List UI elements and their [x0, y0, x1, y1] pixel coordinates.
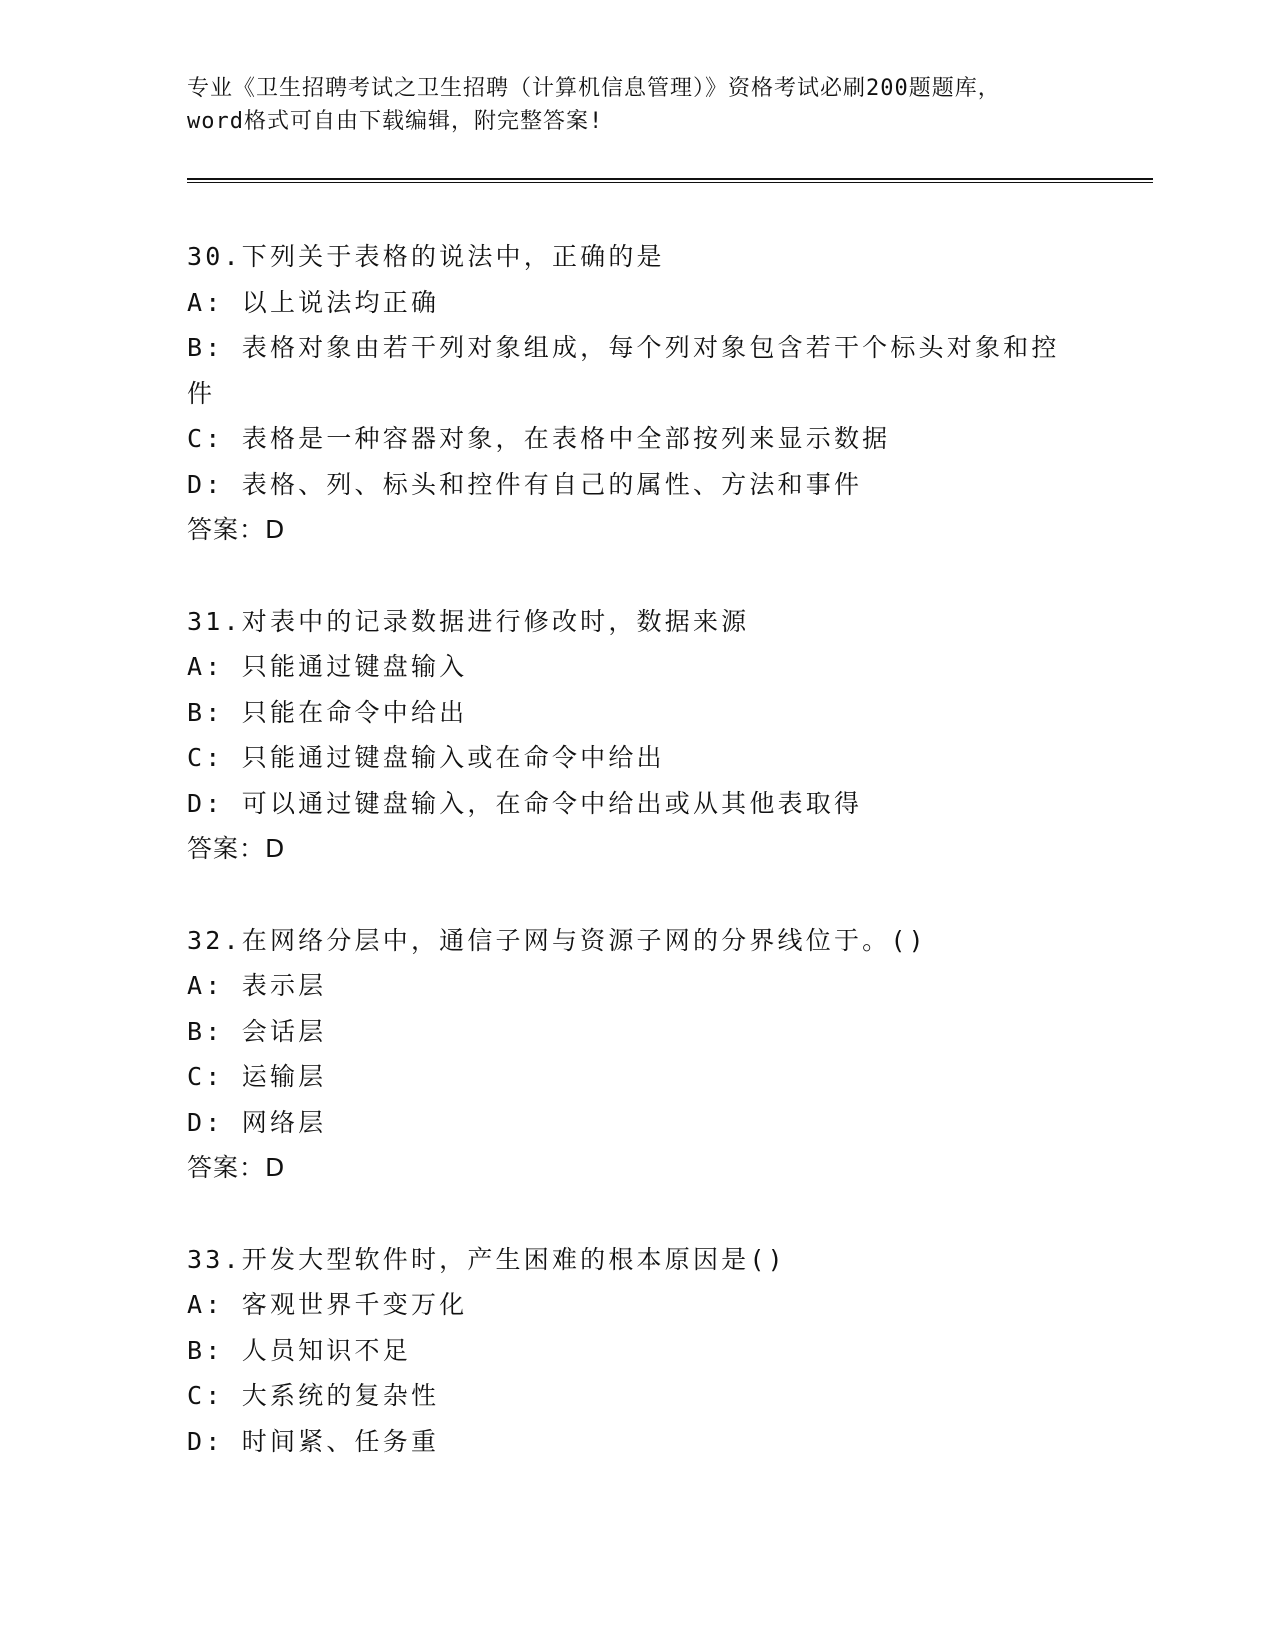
question-stem: 30.下列关于表格的说法中，正确的是	[187, 242, 665, 271]
header-divider	[187, 178, 1153, 183]
option-c: C: 大系统的复杂性	[187, 1381, 440, 1410]
question-31	[187, 599, 1087, 872]
option-b: B: 只能在命令中给出	[187, 697, 468, 727]
document-header	[187, 72, 1087, 138]
option-d: D: 时间紧、任务重	[187, 1426, 440, 1456]
answer-line: 答案：D	[187, 515, 286, 544]
question-30	[187, 234, 1087, 553]
question-list	[187, 234, 1087, 1464]
option-a: A: 客观世界千变万化	[187, 1290, 468, 1319]
option-c: C: 表格是一种容器对象，在表格中全部按列来显示数据	[187, 424, 891, 453]
option-d: D: 网络层	[187, 1107, 327, 1137]
option-d: D: 表格、列、标头和控件有自己的属性、方法和事件	[187, 469, 863, 499]
option-b: B: 会话层	[187, 1016, 327, 1046]
option-b: B: 表格对象由若干列对象组成，每个列对象包含若干个标头对象和控件	[187, 333, 1060, 408]
option-a: A: 以上说法均正确	[187, 287, 440, 317]
answer-line: 答案：D	[187, 834, 286, 863]
header-title-line-2: word格式可自由下载编辑，附完整答案!	[187, 109, 604, 134]
question-33	[187, 1237, 1087, 1465]
option-a: A: 只能通过键盘输入	[187, 652, 468, 681]
question-stem: 31.对表中的记录数据进行修改时，数据来源	[187, 606, 750, 636]
option-d: D: 可以通过键盘输入，在命令中给出或从其他表取得	[187, 788, 863, 818]
option-c: C: 只能通过键盘输入或在命令中给出	[187, 743, 665, 772]
question-stem: 32.在网络分层中，通信子网与资源子网的分界线位于。()	[187, 925, 927, 955]
answer-line: 答案：D	[187, 1153, 286, 1182]
option-c: C: 运输层	[187, 1062, 327, 1091]
option-b: B: 人员知识不足	[187, 1335, 411, 1365]
question-32	[187, 918, 1087, 1191]
option-a: A: 表示层	[187, 971, 327, 1000]
question-stem: 33.开发大型软件时，产生困难的根本原因是()	[187, 1244, 786, 1274]
header-title-line-1: 专业《卫生招聘考试之卫生招聘（计算机信息管理）》资格考试必刷200题题库，	[187, 76, 1001, 101]
